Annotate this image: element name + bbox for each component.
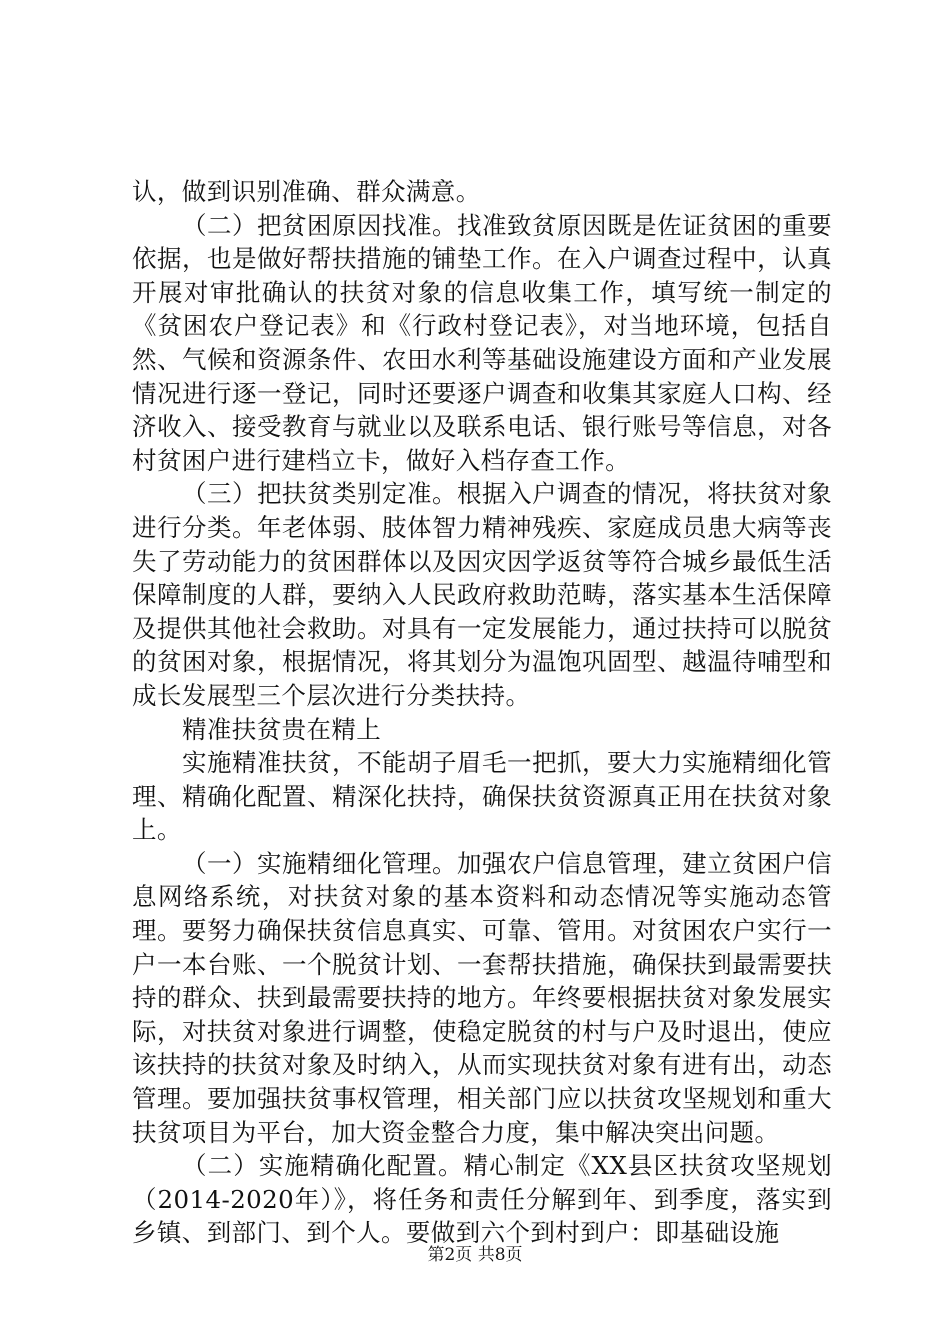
paragraph-continuation: 认，做到识别准确、群众满意。	[132, 177, 481, 206]
paragraph-fine-management: （一）实施精细化管理。加强农户信息管理，建立贫困户信息网络系统，对扶贫对象的基本资料和动态情况等实施动态管理。要努力确保扶贫信息真实、可靠、管用。对贫困农户实行一户一本台账、一个脱贫计划、一套帮扶措施，确保扶到最需要扶持的群众、扶到最需要扶持的地方。年终要根据扶贫对象发展实际，对扶贫对象进行调整，使稳定脱贫的村与户及时退出，使应该扶持的扶贫对象及时纳入，从而实现扶贫对象有进有出，动态管理。要加强扶贫事权管理，相关部门应以扶贫攻坚规划和重大扶贫项目为平台，加大资金整合力度，集中解决突出问题。	[132, 848, 832, 1147]
paragraph-precise-allocation: （二）实施精确化配置。精心制定《XX县区扶贫攻坚规划（2014-2020年）》，将任务和责任分解到年、到季度，落实到乡镇、到部门、到个人。要做到六个到村到户：即基础设施	[132, 1151, 832, 1248]
paragraph-poverty-causes: （二）把贫困原因找准。找准致贫原因既是佐证贫困的重要依据，也是做好帮扶措施的铺垫工作。在入户调查过程中，认真开展对审批确认的扶贫对象的信息收集工作，填写统一制定的《贫困农户登记表》和《行政村登记表》，对当地环境，包括自然、气候和资源条件、农田水利等基础设施建设方面和产业发展情况进行逐一登记，同时还要逐户调查和收集其家庭人口构、经济收入、接受教育与就业以及联系电话、银行账号等信息，对各村贫困户进行建档立卡，做好入档存查工作。	[132, 210, 832, 475]
page-footer	[0, 1240, 950, 1265]
paragraph-poverty-categories: （三）把扶贫类别定准。根据入户调查的情况，将扶贫对象进行分类。年老体弱、肢体智力精神残疾、家庭成员患大病等丧失了劳动能力的贫困群体以及因灾因学返贫等符合城乡最低生活保障制度的人群，要纳入人民政府救助范畴，落实基本生活保障及提供其他社会救助。对具有一定发展能力，通过扶持可以脱贫的贫困对象，根据情况，将其划分为温饱巩固型、越温待哺型和成长发展型三个层次进行分类扶持。	[132, 479, 832, 710]
document-body	[132, 175, 832, 1250]
paragraph-section-intro: 实施精准扶贫，不能胡子眉毛一把抓，要大力实施精细化管理、精确化配置、精深化扶持，确保扶贫资源真正用在扶贫对象上。	[132, 748, 832, 845]
page-number-label: 第2页 共8页	[427, 1245, 523, 1265]
section-heading: 精准扶贫贵在精上	[182, 714, 382, 744]
